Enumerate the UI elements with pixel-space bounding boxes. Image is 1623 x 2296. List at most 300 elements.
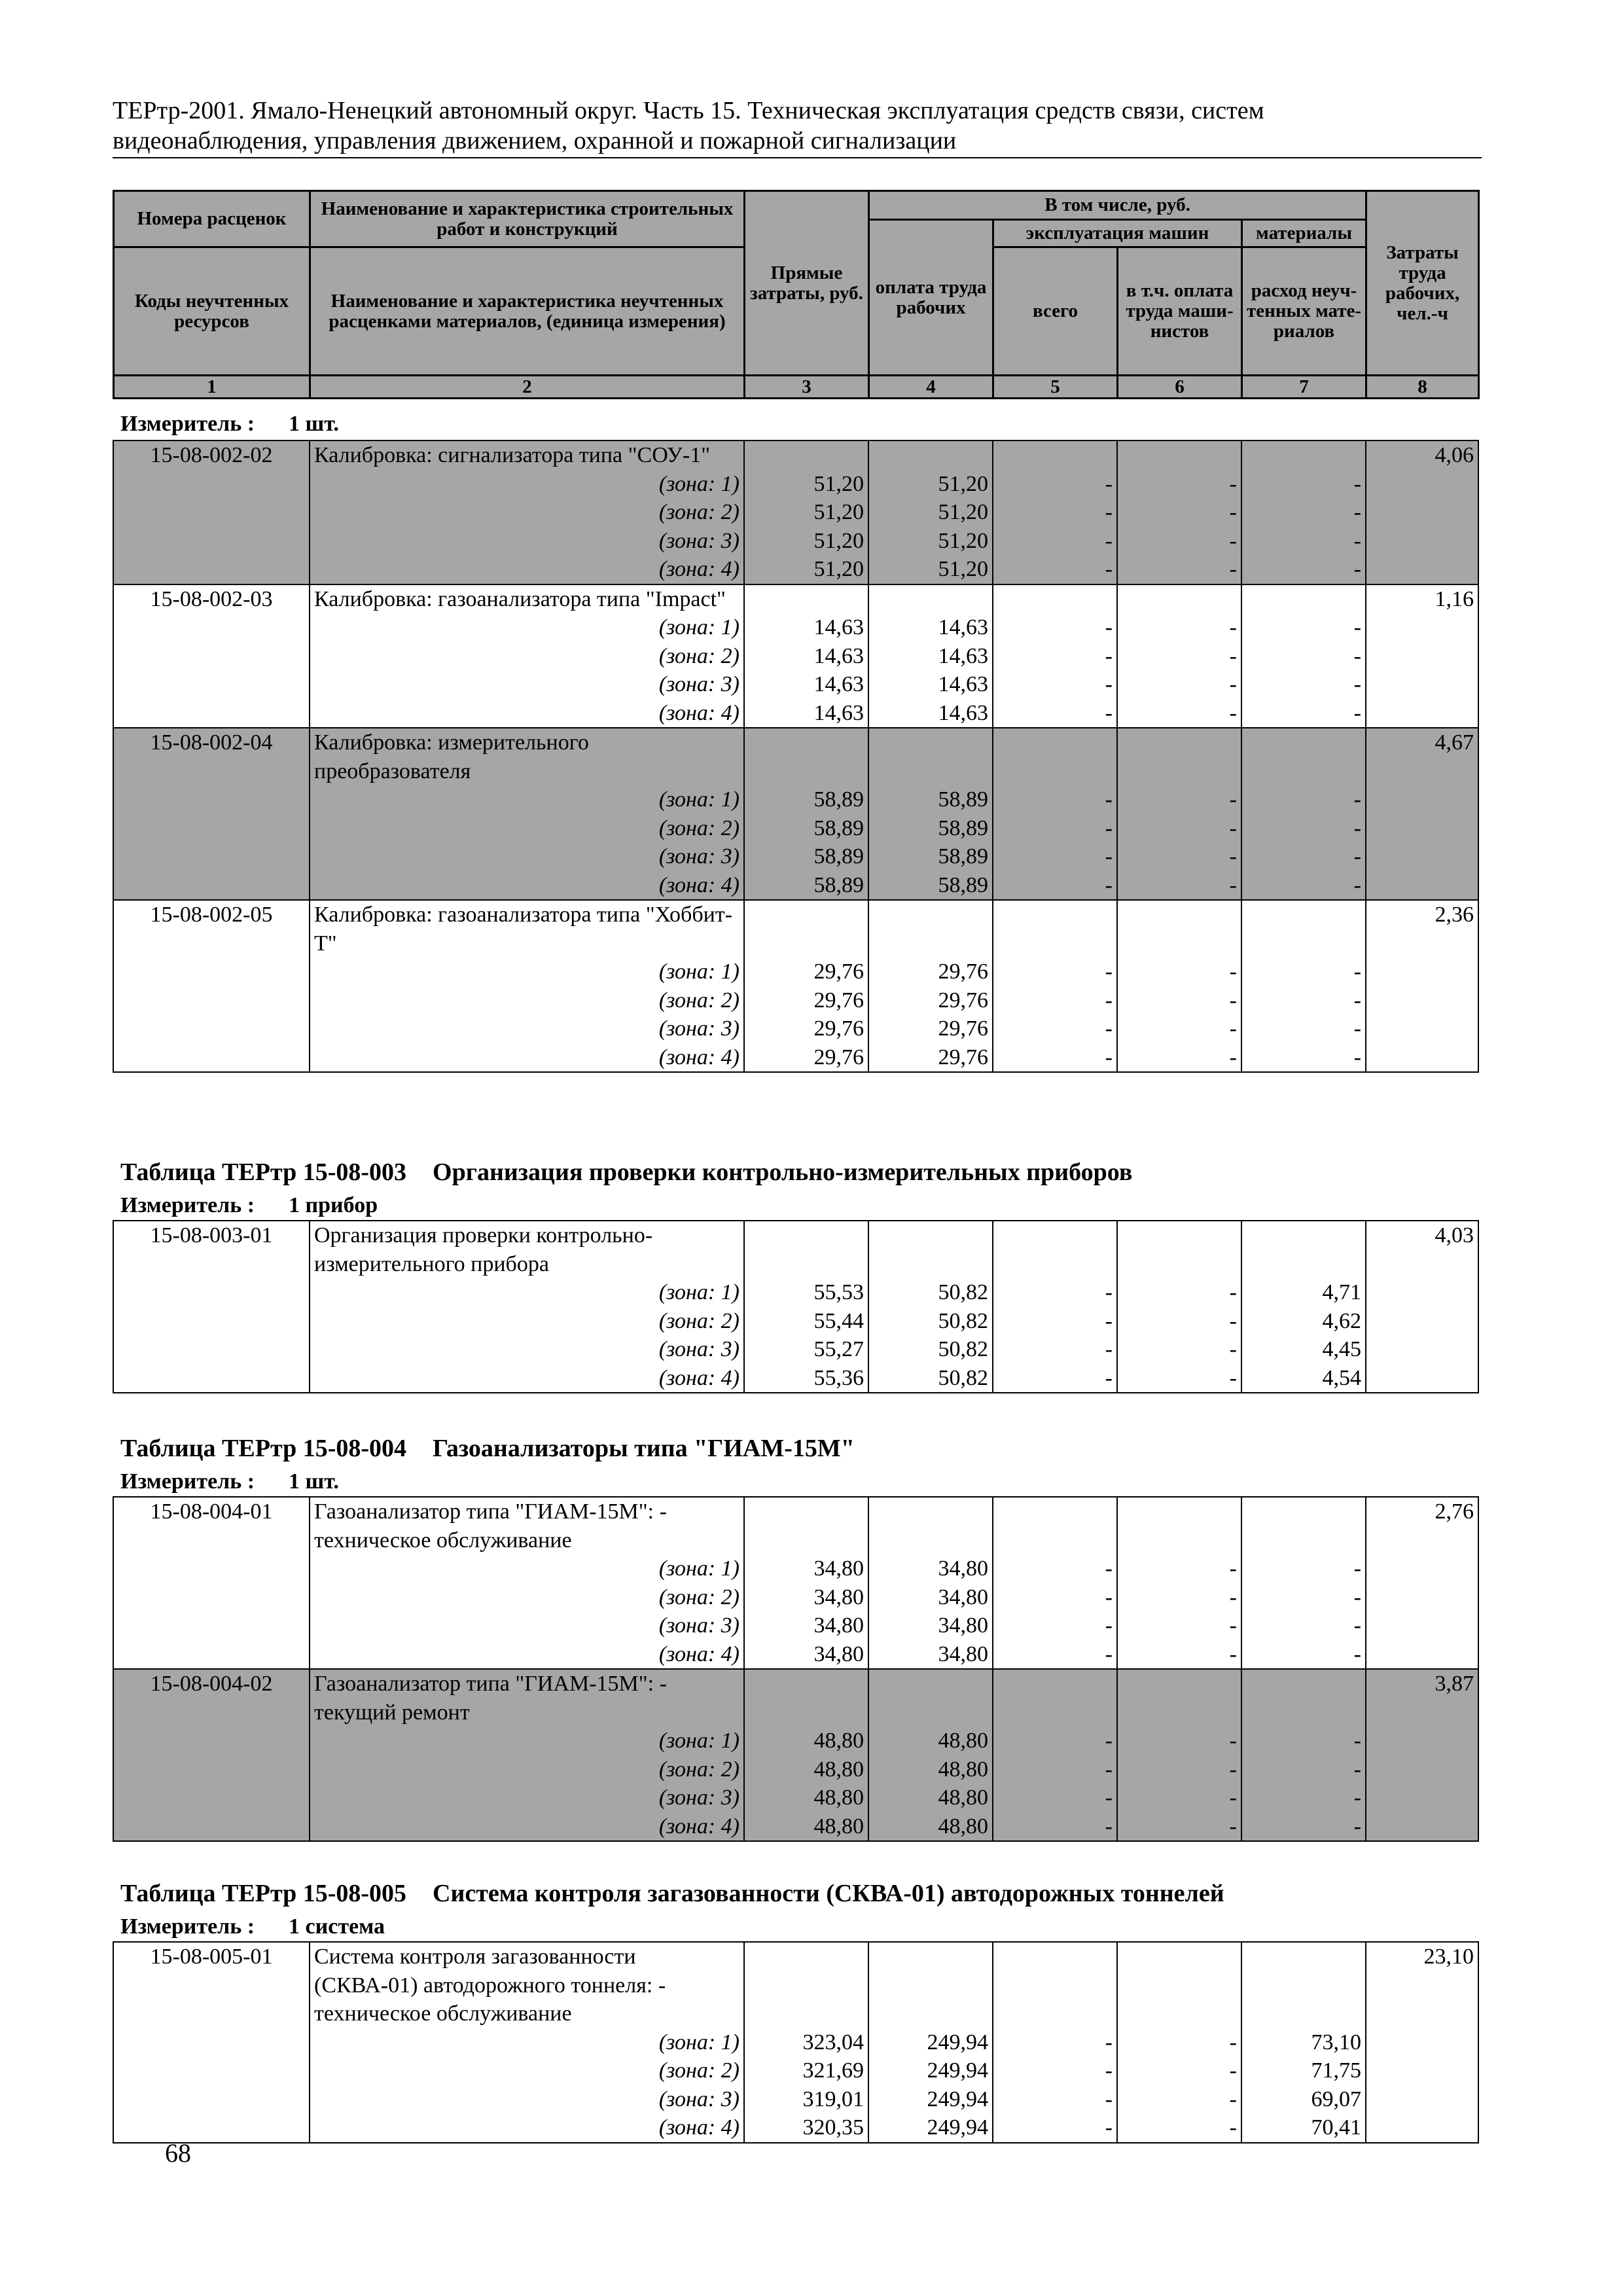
empty-cell [1366,1812,1478,1842]
empty-cell [1366,785,1478,814]
empty-cell [113,1611,310,1640]
rate-name: Калибровка: газоанализатора типа "Impact" [310,584,744,614]
rate-name: Калибровка: газоанализатора типа "Хоббит-Т" [310,900,744,958]
empty-cell [1366,1014,1478,1043]
col-rate-numbers: Номера расценок [114,191,310,247]
rate-table [113,440,1479,1073]
empty-cell [1366,670,1478,699]
direct-costs: 14,63 [744,613,868,642]
table-code: Таблица ТЕРтр 15-08-005 [120,1880,407,1907]
direct-costs: 34,80 [744,1611,868,1640]
empty-cell [1366,1364,1478,1393]
materials-consumption: - [1241,1812,1366,1842]
worker-pay: 34,80 [868,1640,993,1670]
empty-cell [993,584,1117,614]
materials-consumption: - [1241,1640,1366,1670]
col-including: В том числе, руб. [869,191,1366,220]
empty-cell [1117,1942,1241,2028]
zone-row [113,1364,1478,1393]
empty-cell [113,555,310,584]
zone-label: (зона: 4) [310,555,744,584]
rate-row [113,584,1478,614]
col-material-names: Наименование и характеристика неучтенных расценками материалов, (единица измерения) [310,247,745,376]
empty-cell [1366,842,1478,871]
machine-total: - [993,2085,1117,2114]
zone-row [113,1812,1478,1842]
rate-row [113,728,1478,785]
rate-table-block [113,440,1478,1073]
empty-cell [993,900,1117,958]
labor-cost: 2,36 [1366,900,1478,958]
empty-cell [113,470,310,499]
zone-row [113,958,1478,986]
materials-consumption: - [1241,613,1366,642]
machine-total: - [993,785,1117,814]
worker-pay: 29,76 [868,1043,993,1073]
operator-pay: - [1117,2113,1241,2143]
machine-total: - [993,958,1117,986]
worker-pay: 48,80 [868,1755,993,1784]
empty-cell [868,900,993,958]
operator-pay: - [1117,527,1241,556]
empty-cell [993,1669,1117,1727]
empty-cell [113,1364,310,1393]
col-work-name: Наименование и характеристика строительных работ и конструкций [310,191,745,247]
empty-cell [1117,728,1241,785]
table-name: Организация проверки контрольно-измерительных приборов [433,1158,1133,1186]
zone-label: (зона: 3) [310,1784,744,1812]
worker-pay: 29,76 [868,958,993,986]
direct-costs: 58,89 [744,785,868,814]
direct-costs: 319,01 [744,2085,868,2114]
zone-row [113,2085,1478,2114]
materials-consumption: - [1241,785,1366,814]
zone-label: (зона: 2) [310,1755,744,1784]
empty-cell [113,2056,310,2085]
worker-pay: 34,80 [868,1611,993,1640]
meter-label: Измеритель : [120,1193,255,1217]
empty-cell [744,440,868,470]
zone-label: (зона: 4) [310,1043,744,1073]
operator-pay: - [1117,1014,1241,1043]
labor-cost: 3,87 [1366,1669,1478,1727]
worker-pay: 51,20 [868,527,993,556]
table-title [113,1878,1486,1909]
worker-pay: 50,82 [868,1278,993,1307]
operator-pay: - [1117,871,1241,901]
zone-label: (зона: 1) [310,2028,744,2057]
empty-cell [1366,2085,1478,2114]
operator-pay: - [1117,1640,1241,1670]
meter-unit: 1 система [289,1914,385,1939]
rate-code: 15-08-002-04 [113,728,310,785]
materials-consumption: - [1241,642,1366,671]
zone-row [113,1583,1478,1612]
rate-name: Калибровка: сигнализатора типа "СОУ-1" [310,440,744,470]
direct-costs: 51,20 [744,527,868,556]
empty-cell [1117,1669,1241,1727]
empty-cell [1366,613,1478,642]
machine-total: - [993,1812,1117,1842]
col-machine-operation: эксплуатация машин [993,220,1242,247]
operator-pay: - [1117,470,1241,499]
operator-pay: - [1117,1307,1241,1336]
empty-cell [1366,1307,1478,1336]
machine-total: - [993,1727,1117,1755]
col-total: всего [993,247,1118,376]
rate-name: Калибровка: измерительного преобразователя [310,728,744,785]
rate-table [113,1220,1479,1393]
zone-row [113,498,1478,527]
meter-unit: 1 шт. [289,412,339,436]
empty-cell [113,527,310,556]
meter-unit: 1 прибор [289,1193,378,1217]
direct-costs: 29,76 [744,986,868,1015]
empty-cell [993,728,1117,785]
worker-pay: 14,63 [868,613,993,642]
table-name: Газоанализаторы типа "ГИАМ-15М" [433,1435,855,1462]
zone-label: (зона: 4) [310,1640,744,1670]
materials-consumption: 4,71 [1241,1278,1366,1307]
direct-costs: 48,80 [744,1727,868,1755]
table-title [113,1433,1486,1463]
zone-label: (зона: 2) [310,814,744,843]
direct-costs: 323,04 [744,2028,868,2057]
empty-cell [1366,2056,1478,2085]
worker-pay: 34,80 [868,1583,993,1612]
direct-costs: 14,63 [744,670,868,699]
worker-pay: 48,80 [868,1784,993,1812]
empty-cell [113,2028,310,2057]
labor-cost: 2,76 [1366,1497,1478,1554]
zone-row [113,785,1478,814]
empty-cell [1366,871,1478,901]
empty-cell [1117,900,1241,958]
operator-pay: - [1117,613,1241,642]
rate-row [113,440,1478,470]
materials-consumption: - [1241,527,1366,556]
zone-row [113,1307,1478,1336]
worker-pay: 50,82 [868,1335,993,1364]
meter-line [113,1193,1486,1219]
worker-pay: 249,94 [868,2056,993,2085]
direct-costs: 51,20 [744,555,868,584]
worker-pay: 34,80 [868,1554,993,1583]
empty-cell [993,1942,1117,2028]
materials-consumption: - [1241,670,1366,699]
materials-consumption: - [1241,958,1366,986]
empty-cell [1366,1043,1478,1073]
machine-total: - [993,470,1117,499]
empty-cell [113,785,310,814]
empty-cell [1366,1755,1478,1784]
materials-consumption: 4,45 [1241,1335,1366,1364]
materials-consumption: - [1241,1554,1366,1583]
worker-pay: 50,82 [868,1307,993,1336]
machine-total: - [993,670,1117,699]
labor-cost: 4,67 [1366,728,1478,785]
rate-name: Система контроля загазованности (СКВА-01) автодорожного тоннеля: - техническое обслуживание [310,1942,744,2028]
operator-pay: - [1117,1335,1241,1364]
materials-consumption: - [1241,986,1366,1015]
col-consumption: расход неуч-тенных мате-риалов [1242,247,1366,376]
materials-consumption: - [1241,470,1366,499]
machine-total: - [993,871,1117,901]
empty-cell [113,2113,310,2143]
operator-pay: - [1117,986,1241,1015]
empty-cell [113,1014,310,1043]
zone-label: (зона: 3) [310,1611,744,1640]
empty-cell [993,1497,1117,1554]
zone-label: (зона: 2) [310,1583,744,1612]
worker-pay: 58,89 [868,814,993,843]
empty-cell [1366,555,1478,584]
operator-pay: - [1117,1755,1241,1784]
empty-cell [1117,584,1241,614]
worker-pay: 58,89 [868,785,993,814]
materials-consumption: - [1241,1784,1366,1812]
empty-cell [1366,958,1478,986]
zone-label: (зона: 1) [310,613,744,642]
direct-costs: 55,36 [744,1364,868,1393]
labor-cost: 4,03 [1366,1221,1478,1278]
direct-costs: 55,44 [744,1307,868,1336]
empty-cell [1241,1942,1366,2028]
machine-total: - [993,1043,1117,1073]
worker-pay: 48,80 [868,1727,993,1755]
empty-cell [1366,642,1478,671]
direct-costs: 51,20 [744,470,868,499]
empty-cell [113,1335,310,1364]
labor-cost: 23,10 [1366,1942,1478,2028]
table-name: Система контроля загазованности (СКВА-01) автодорожных тоннелей [433,1880,1224,1907]
zone-label: (зона: 3) [310,2085,744,2114]
materials-consumption: - [1241,498,1366,527]
direct-costs: 29,76 [744,958,868,986]
empty-cell [868,584,993,614]
zone-row [113,2028,1478,2057]
materials-consumption: 70,41 [1241,2113,1366,2143]
empty-cell [744,1221,868,1278]
rate-table [113,1496,1479,1842]
empty-cell [1117,440,1241,470]
direct-costs: 34,80 [744,1583,868,1612]
operator-pay: - [1117,670,1241,699]
rate-table [113,1941,1479,2144]
worker-pay: 29,76 [868,986,993,1015]
operator-pay: - [1117,642,1241,671]
zone-label: (зона: 4) [310,1812,744,1842]
materials-consumption: - [1241,555,1366,584]
worker-pay: 58,89 [868,842,993,871]
worker-pay: 50,82 [868,1364,993,1393]
empty-cell [113,1043,310,1073]
empty-cell [1366,527,1478,556]
direct-costs: 34,80 [744,1640,868,1670]
col-number: 5 [993,376,1118,399]
operator-pay: - [1117,699,1241,728]
zone-label: (зона: 3) [310,1335,744,1364]
zone-label: (зона: 4) [310,1364,744,1393]
machine-total: - [993,986,1117,1015]
empty-cell [1366,2028,1478,2057]
empty-cell [113,1784,310,1812]
zone-row [113,555,1478,584]
empty-cell [113,699,310,728]
worker-pay: 14,63 [868,670,993,699]
empty-cell [744,728,868,785]
zone-row [113,699,1478,728]
worker-pay: 14,63 [868,699,993,728]
empty-cell [113,670,310,699]
zone-row [113,613,1478,642]
machine-total: - [993,1014,1117,1043]
materials-consumption: 71,75 [1241,2056,1366,2085]
machine-total: - [993,1640,1117,1670]
empty-cell [1366,1583,1478,1612]
empty-cell [113,842,310,871]
header-line-2: видеонаблюдения, управления движением, охранной и пожарной сигнализации [113,127,957,154]
machine-total: - [993,1554,1117,1583]
table-code: Таблица ТЕРтр 15-08-003 [120,1158,407,1186]
col-number: 2 [310,376,745,399]
rate-table-block [113,1941,1478,2144]
materials-consumption: - [1241,1727,1366,1755]
machine-total: - [993,1755,1117,1784]
rate-table-block [113,1220,1478,1393]
meter-label: Измеритель : [120,412,255,436]
col-resource-codes: Коды неучтенных ресурсов [114,247,310,376]
operator-pay: - [1117,1812,1241,1842]
meter-line [113,1914,1486,1940]
machine-total: - [993,613,1117,642]
direct-costs: 48,80 [744,1812,868,1842]
meter-line [113,411,1486,437]
machine-total: - [993,1583,1117,1612]
materials-consumption: - [1241,1014,1366,1043]
materials-consumption: - [1241,1755,1366,1784]
materials-consumption: - [1241,1043,1366,1073]
operator-pay: - [1117,785,1241,814]
zone-label: (зона: 3) [310,1014,744,1043]
zone-row [113,1611,1478,1640]
zone-label: (зона: 4) [310,2113,744,2143]
materials-consumption: - [1241,814,1366,843]
worker-pay: 48,80 [868,1812,993,1842]
zone-row [113,986,1478,1015]
operator-pay: - [1117,1554,1241,1583]
empty-cell [1117,1497,1241,1554]
empty-cell [113,1554,310,1583]
rate-row [113,1942,1478,2028]
machine-total: - [993,642,1117,671]
zone-row [113,527,1478,556]
machine-total: - [993,1335,1117,1364]
zone-row [113,1554,1478,1583]
worker-pay: 249,94 [868,2028,993,2057]
worker-pay: 249,94 [868,2113,993,2143]
operator-pay: - [1117,842,1241,871]
direct-costs: 58,89 [744,871,868,901]
rate-code: 15-08-004-01 [113,1497,310,1554]
empty-cell [868,1669,993,1727]
zone-label: (зона: 4) [310,871,744,901]
direct-costs: 29,76 [744,1014,868,1043]
operator-pay: - [1117,1043,1241,1073]
col-number: 6 [1118,376,1242,399]
operator-pay: - [1117,1278,1241,1307]
empty-cell [744,1942,868,2028]
col-labor-costs: Затраты труда рабочих, чел.-ч [1366,191,1479,376]
labor-cost: 4,06 [1366,440,1478,470]
operator-pay: - [1117,1611,1241,1640]
empty-cell [1241,440,1366,470]
zone-row [113,814,1478,843]
rate-row [113,1669,1478,1727]
direct-costs: 58,89 [744,814,868,843]
direct-costs: 58,89 [744,842,868,871]
machine-total: - [993,2028,1117,2057]
rate-code: 15-08-005-01 [113,1942,310,2028]
rate-code: 15-08-002-03 [113,584,310,614]
rate-code: 15-08-002-05 [113,900,310,958]
direct-costs: 51,20 [744,498,868,527]
materials-consumption: 4,62 [1241,1307,1366,1336]
empty-cell [1241,1221,1366,1278]
machine-total: - [993,1364,1117,1393]
empty-cell [113,1583,310,1612]
empty-cell [1241,1669,1366,1727]
materials-consumption: 4,54 [1241,1364,1366,1393]
col-number: 4 [869,376,993,399]
column-header-block [113,190,1478,399]
operator-pay: - [1117,1727,1241,1755]
empty-cell [744,584,868,614]
empty-cell [744,900,868,958]
col-operator-pay: в т.ч. оплата труда маши-нистов [1118,247,1242,376]
operator-pay: - [1117,2028,1241,2057]
machine-total: - [993,2056,1117,2085]
empty-cell [1366,1784,1478,1812]
col-number: 7 [1242,376,1366,399]
zone-row [113,642,1478,671]
col-direct-costs: Прямые затраты, руб. [745,191,869,376]
zone-row [113,1278,1478,1307]
direct-costs: 14,63 [744,642,868,671]
rate-name: Газоанализатор типа "ГИАМ-15М": - техническое обслуживание [310,1497,744,1554]
empty-cell [1366,1727,1478,1755]
direct-costs: 14,63 [744,699,868,728]
column-header-table [113,190,1480,399]
empty-cell [113,613,310,642]
empty-cell [1241,900,1366,958]
empty-cell [1366,2113,1478,2143]
direct-costs: 320,35 [744,2113,868,2143]
empty-cell [113,1755,310,1784]
zone-row [113,1043,1478,1073]
machine-total: - [993,498,1117,527]
col-number: 3 [745,376,869,399]
zone-label: (зона: 2) [310,986,744,1015]
direct-costs: 55,27 [744,1335,868,1364]
empty-cell [1241,728,1366,785]
col-worker-pay: оплата труда рабочих [869,220,993,376]
col-number: 1 [114,376,310,399]
empty-cell [113,1727,310,1755]
zone-label: (зона: 4) [310,699,744,728]
empty-cell [113,1278,310,1307]
empty-cell [1366,498,1478,527]
